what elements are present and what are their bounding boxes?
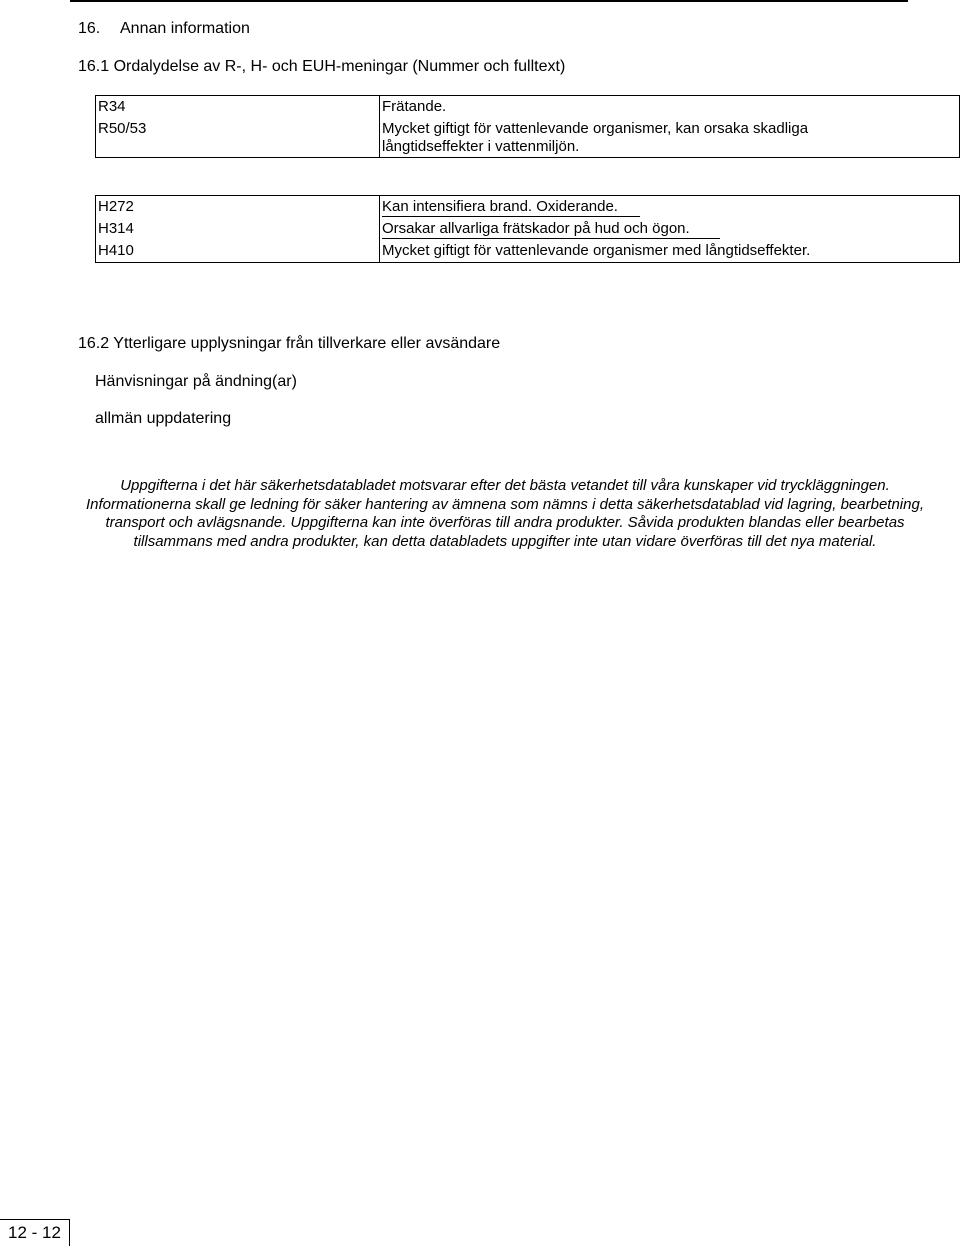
r-code: R50/53 xyxy=(98,120,147,137)
section-heading xyxy=(78,20,250,38)
h-text: Kan intensifiera brand. Oxiderande. xyxy=(382,198,640,217)
r-text: Frätande. xyxy=(382,98,447,115)
h-text: Orsakar allvarliga frätskador på hud och ögon. xyxy=(382,220,720,239)
top-rule xyxy=(70,0,908,2)
r-codes-column xyxy=(96,96,379,157)
r-text: Mycket giftigt för vattenlevande organismer, kan orsaka skadliga xyxy=(382,120,809,137)
h-codes-column xyxy=(96,196,379,262)
h-text: Mycket giftigt för vattenlevande organismer med långtidseffekter. xyxy=(382,242,811,259)
h-phrases-table xyxy=(95,195,960,263)
h-texts-column xyxy=(379,196,959,262)
h-code: H410 xyxy=(98,242,134,259)
subsection-heading-16-1: 16.1 Ordalydelse av R-, H- och EUH-meningar (Nummer och fulltext) xyxy=(78,58,566,75)
r-texts-column xyxy=(379,96,959,157)
h-code: H272 xyxy=(98,198,134,215)
section-title: Annan information xyxy=(120,20,250,37)
section-number: 16. xyxy=(78,20,101,37)
r-code: R34 xyxy=(98,98,126,115)
h-code: H314 xyxy=(98,220,134,237)
disclaimer-text: Uppgifterna i det här säkerhetsdatabladet motsvarar efter det bästa vetandet till våra kunskaper vid tryckläggningen. Informationerna skall ge ledning för säker hantering av ämnena som nämns i detta säkerhetsdatablad vid lagring, bearbetning, transport och avlägsnande. Uppgifterna kan inte överföras till andra produkter. Såvida produkten blandas eller bearbetas tillsammans med andra produkter, kan detta databladets uppgifter inte utan vidare överföras till det nya material. xyxy=(85,477,924,550)
page-number: 12 - 12 xyxy=(0,1219,70,1246)
r-phrases-table xyxy=(95,95,960,158)
revision-label: Hänvisningar på ändning(ar) xyxy=(95,373,297,390)
revision-value: allmän uppdatering xyxy=(95,410,232,427)
subsection-heading-16-2: 16.2 Ytterligare upplysningar från tillverkare eller avsändare xyxy=(78,335,501,352)
r-text: långtidseffekter i vattenmiljön. xyxy=(382,138,580,155)
